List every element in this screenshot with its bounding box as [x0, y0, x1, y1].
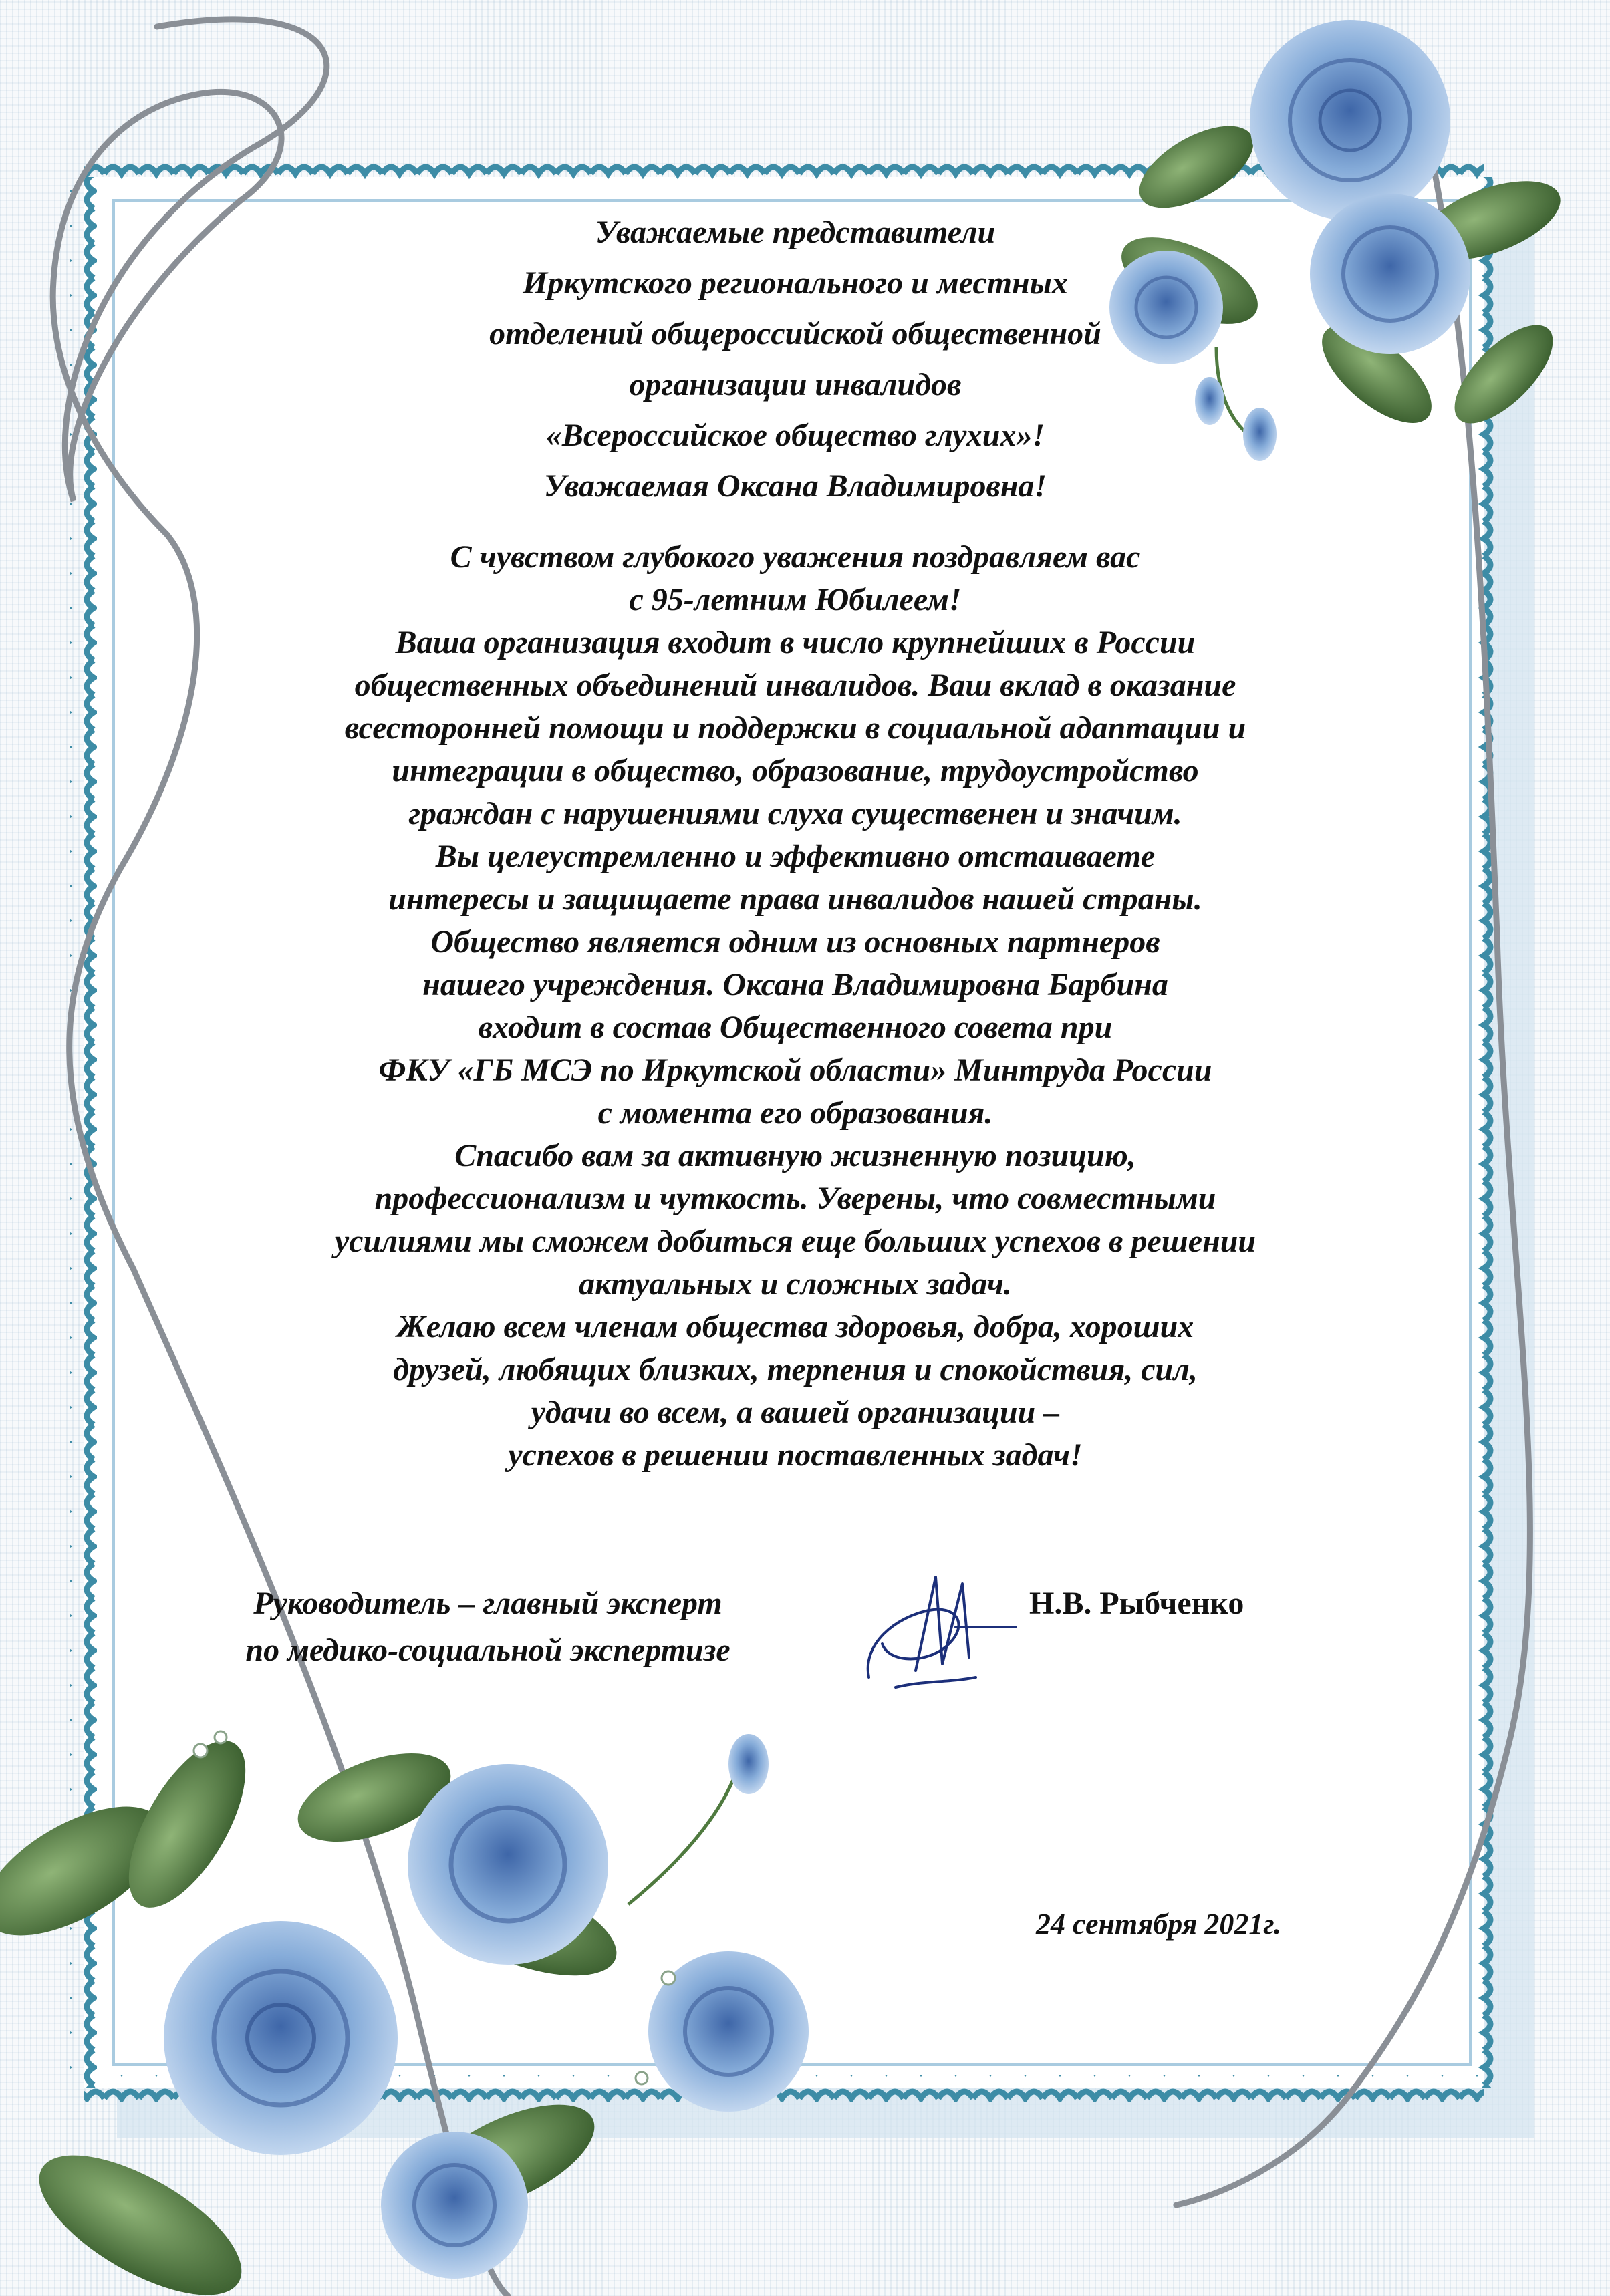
body-line: граждан с нарушениями слуха существенен и значим.	[408, 796, 1182, 831]
signer-title	[154, 1580, 822, 1674]
greeting-line: отделений общероссийской общественной	[489, 316, 1101, 351]
greeting-line: Уважаемая Оксана Владимировна!	[543, 468, 1047, 504]
signer-title-line: по медико-социальной экспертизе	[245, 1632, 730, 1668]
letter	[154, 200, 1437, 2138]
body-line: с момента его образования.	[597, 1095, 993, 1131]
body-line: входит в состав Общественного совета при	[478, 1010, 1113, 1045]
body-line: актуальных и сложных задач.	[579, 1266, 1012, 1302]
handwritten-signature	[855, 1564, 1029, 1697]
greeting-line: Иркутского регионального и местных	[523, 265, 1068, 301]
body-line: С чувством глубокого уважения поздравляем вас	[450, 539, 1141, 575]
greeting-line: организации инвалидов	[629, 367, 962, 402]
body-line: Общество является одним из основных партнеров	[430, 924, 1160, 960]
signer-name: Н.В. Рыбченко	[1029, 1586, 1244, 1621]
body-line: профессионализм и чуткость. Уверены, что совместными	[374, 1181, 1216, 1216]
body-line: ФКУ «ГБ МСЭ по Иркутской области» Минтруда России	[378, 1052, 1212, 1088]
body-line: успехов в решении поставленных задач!	[508, 1437, 1083, 1473]
body-line: Вы целеустремленно и эффективно отстаиваете	[435, 839, 1156, 874]
letter-body	[154, 536, 1437, 1477]
body-line: нашего учреждения. Оксана Владимировна Барбина	[422, 967, 1168, 1002]
body-line: Ваша организация входит в число крупнейших в России	[395, 625, 1196, 660]
body-line: усилиями мы сможем добиться еще больших успехов в решении	[334, 1224, 1256, 1259]
body-line: Спасибо вам за активную жизненную позицию,	[454, 1138, 1136, 1173]
signer-title-line: Руководитель – главный эксперт	[253, 1586, 722, 1621]
greeting-line: Уважаемые представители	[595, 214, 996, 250]
body-line: друзей, любящих близких, терпения и спокойствия, сил,	[393, 1352, 1198, 1387]
body-line: общественных объединений инвалидов. Ваш вклад в оказание	[354, 668, 1236, 703]
body-line: удачи во всем, а вашей организации –	[531, 1395, 1060, 1430]
body-line: интересы и защищаете права инвалидов нашей страны.	[388, 881, 1202, 917]
body-line: всесторонней помощи и поддержки в социальной адаптации и	[344, 710, 1246, 746]
letter-date: 24 сентября 2021г.	[1036, 1908, 1282, 1941]
body-line: с 95-летним Юбилеем!	[629, 582, 962, 617]
greeting	[154, 207, 1437, 512]
body-line: Желаю всем членам общества здоровья, добра, хороших	[396, 1309, 1194, 1344]
body-line: интеграции в общество, образование, трудоустройство	[392, 753, 1199, 788]
greeting-line: «Всероссийское общество глухих»!	[545, 418, 1045, 453]
